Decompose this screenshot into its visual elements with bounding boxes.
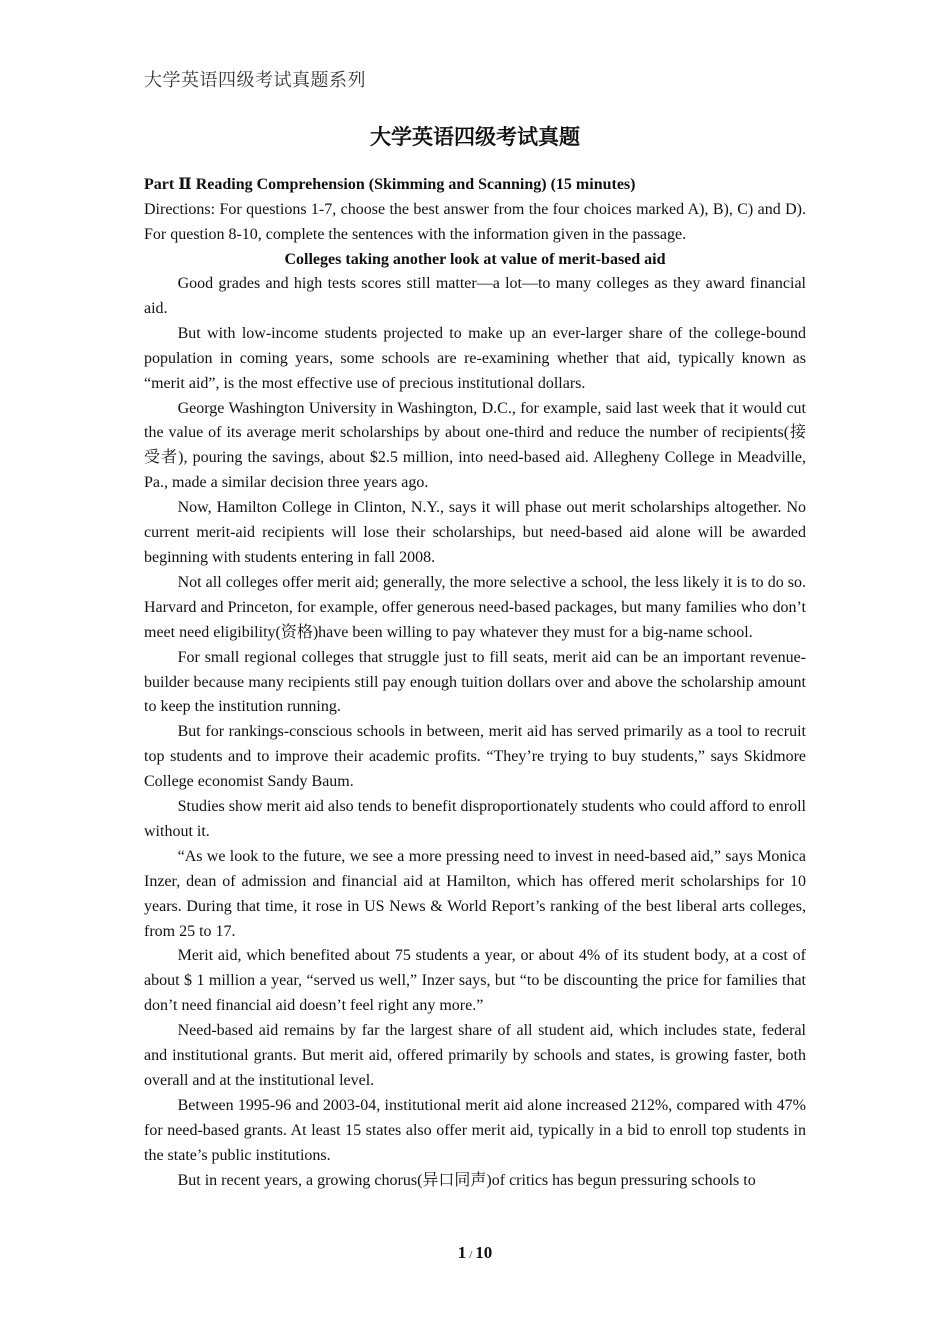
paragraph: But for rankings-conscious schools in between, merit aid has served primarily as a tool to recruit top students and to improve their academic profits. “They’re trying to buy students,” says Skidmore College economist Sandy Baum. bbox=[144, 723, 806, 791]
paragraph: For small regional colleges that struggle just to fill seats, merit aid can be an important revenue-builder because many recipients still pay enough tuition dollars over and above the scholarship amount to keep the institution running. bbox=[144, 648, 806, 716]
paragraph: Merit aid, which benefited about 75 students a year, or about 4% of its student body, at a cost of about $ 1 million a year, “served us well,” Inzer says, but “to be discounting the price for families that don’t need financial aid doesn’t feel right any more.” bbox=[144, 947, 806, 1015]
paragraph: But in recent years, a growing chorus(异口同声)of critics has begun pressuring schools to bbox=[177, 1171, 756, 1189]
running-header: 大学英语四级考试真题系列 bbox=[144, 70, 366, 91]
paragraph: Good grades and high tests scores still matter—a lot—to many colleges as they award financial aid. bbox=[144, 275, 806, 317]
paragraph: George Washington University in Washington, D.C., for example, said last week that it would cut the value of its average merit scholarships by about one-third and reduce the number of recipients(接受者), pouring the savings, about $2.5 million, into need-based aid. Allegheny College in Meadville, Pa., made a similar decision three years ago. bbox=[144, 399, 806, 492]
current-page: 1 bbox=[457, 1243, 467, 1262]
paragraph: Need-based aid remains by far the largest share of all student aid, which includes state, federal and institutional grants. But merit aid, offered primarily by schools and states, is growing faster, both overall and at the institutional level. bbox=[144, 1022, 806, 1089]
passage-title: Colleges taking another look at value of merit-based aid bbox=[284, 251, 666, 268]
paragraph: But with low-income students projected to make up an ever-larger share of the college-bound population in coming years, some schools are re-examining whether that aid, typically known as “merit aid”, is the most effective use of precious institutional dollars. bbox=[144, 324, 806, 392]
paragraph: Between 1995-96 and 2003-04, institutional merit aid alone increased 212%, compared with 47% for need-based grants. At least 15 states also offer merit aid, typically in a bid to enroll top students in the state’s public institutions. bbox=[144, 1096, 806, 1164]
document-body bbox=[144, 124, 806, 1194]
directions: Directions: For questions 1-7, choose the best answer from the four choices marked A), B), C) and D). For question 8-10, complete the sentences with the information given in the passage. bbox=[144, 201, 806, 243]
paragraph: Not all colleges offer merit aid; generally, the more selective a school, the less likely it is to do so. Harvard and Princeton, for example, offer generous need-based packages, but many families who don’t meet need eligibility(资格)have been willing to pay whatever they must for a big-name school. bbox=[144, 573, 806, 641]
document-title: 大学英语四级考试真题 bbox=[370, 124, 580, 149]
section-heading: Part Ⅱ Reading Comprehension (Skimming and Scanning) (15 minutes) bbox=[144, 176, 636, 193]
paragraph: “As we look to the future, we see a more pressing need to invest in need-based aid,” says Monica Inzer, dean of admission and financial aid at Hamilton, which has offered merit scholarships for 10 years. During that time, it rose in US News & World Report’s ranking of the best liberal arts colleges, from 25 to 17. bbox=[144, 847, 806, 940]
page-separator: / bbox=[469, 1249, 473, 1261]
paragraph: Now, Hamilton College in Clinton, N.Y., says it will phase out merit scholarships altogether. No current merit-aid recipients will lose their scholarships, but need-based aid alone will be awarded beginning with students entering in fall 2008. bbox=[144, 499, 806, 566]
total-pages: 10 bbox=[475, 1243, 493, 1262]
page-number bbox=[0, 1243, 950, 1263]
paragraph: Studies show merit aid also tends to benefit disproportionately students who could afford to enroll without it. bbox=[144, 798, 806, 840]
